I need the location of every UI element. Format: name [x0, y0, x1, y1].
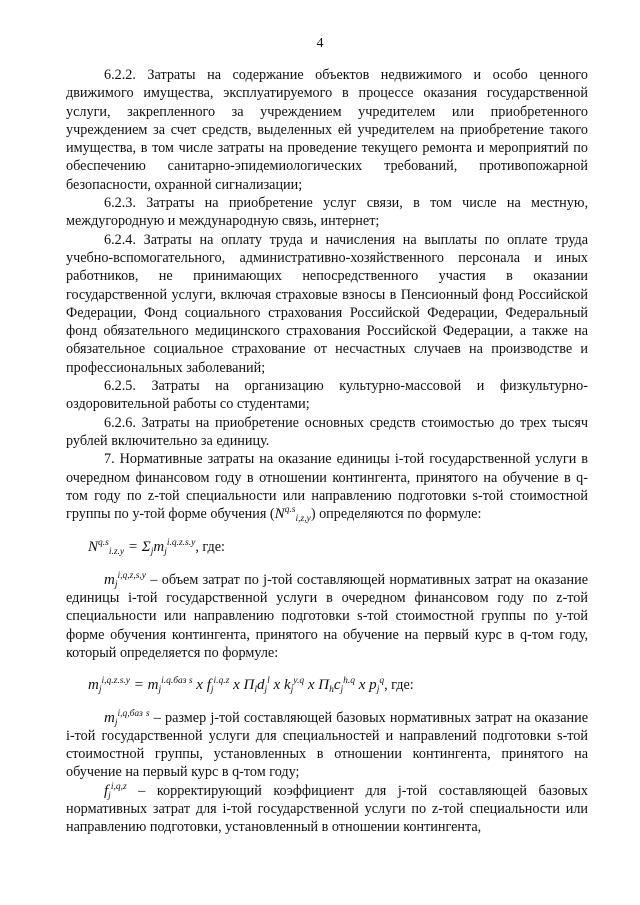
paragraph-6-2-5: 6.2.5. Затраты на организацию культурно-массовой и физкультурно-оздоровительной работы со студентами;	[66, 378, 588, 413]
formula-2-tail: , где:	[384, 677, 414, 694]
definition-m-text: – объем затрат по j-той составляющей нормативных затрат на оказание единицы i-той государственной услуги в очередном финансовом году по z-той специальности или направлению подготовки s-той стоимостной группы по y-той форме обучения контингента, принятого на обучение на первый курс в q-том году, который определяется по формуле:	[66, 571, 588, 661]
paragraph-6-2-6: 6.2.6. Затраты на приобретение основных средств стоимостью до трех тысяч рублей включительно за единицу.	[66, 414, 588, 449]
inline-formula-n: $N^{q.s}_{i,z,y}$	[274, 505, 311, 525]
definition-base: $m_j^{i,q,баз s}$ – размер j-той составляющей базовых нормативных затрат на оказание i-той государственной услуги для специальностей и направлений подготовки s-той стоимостной группы, установленных в отношении контингента, принятого на обучение на первый курс в q-том году;	[66, 708, 588, 781]
definition-m: $m_j^{i,q,z,s,y}$ – объем затрат по j-той составляющей нормативных затрат на оказание единицы i-той государственной услуги в очередном финансовом году по z-той специальности или направлению подготовки s-той стоимостной группы по y-той форме обучения контингента, принятого на обучение на первый курс в q-том году, который определяется по формуле:	[66, 570, 588, 661]
page-number: 4	[316, 36, 324, 51]
definition-base-text: – размер j-той составляющей базовых нормативных затрат на оказание i-той государственной услуги для специальностей и направлений подготовки s-той стоимостной группы, установленных в отношении контингента, принятого на обучение на первый курс в q-том году;	[66, 709, 588, 781]
document-body	[66, 66, 588, 837]
paragraph-6-2-4: 6.2.4. Затраты на оплату труда и начисления на выплаты по оплате труда учебно-вспомогательного, административно-хозяйственного персонала и иных работников, не принимающих непосредственного участия в оказании государственной услуги, включая страховые взносы в Пенсионный фонд Российской Федерации, Фонд социального страхования Российской Федерации, Федеральный фонд обязательного медицинского страхования Российской Федерации, а также на обязательное социальное страхование от несчастных случаев на производстве и профессиональных заболеваний;	[66, 231, 588, 376]
paragraph-7-tail: ) определяются по формуле:	[310, 506, 482, 523]
paragraph-7-text: 7. Нормативные затраты на оказание единицы i-той государственной услуги в очередном финансовом году в отношении контингента, принятого на обучение в q-том году по z-той специальности или направлению подготовки s-той стоимостной группы по y-той форме обучения (	[66, 451, 588, 523]
formula-1-tail: , где:	[195, 539, 225, 556]
paragraph-7	[66, 450, 588, 523]
paragraph-6-2-2: 6.2.2. Затраты на содержание объектов недвижимого и особо ценного движимого имущества, эксплуатируемого в процессе оказания государственной услуги, закрепленного за учреждением учредителем или приобретенного учреждением за счет средств, выделенных ей учредителем на приобретение такого имущества, в том числе затраты на проведение текущего ремонта и мероприятий по обеспечению санитарно-эпидемиологических требований, противопожарной безопасности, охранной сигнализации;	[66, 67, 588, 193]
formula-1: $N^{q.s}_{i.z.y} = \Sigma_jm_j^{i.q.z.s.y}$, где:	[88, 538, 225, 558]
definition-f-text: – корректирующий коэффициент для j-той составляющей базовых нормативных затрат для i-той государственной услуги по z-той специальности или направлению подготовки, установленный в отношении контингента,	[66, 782, 588, 836]
definition-f: $f_j^{i,q,z}$ – корректирующий коэффициент для j-той составляющей базовых нормативных затрат для i-той государственной услуги по z-той специальности или направлению подготовки, установленный в отношении контингента,	[66, 781, 588, 836]
paragraph-6-2-3: 6.2.3. Затраты на приобретение услуг связи, в том числе на местную, междугородную и международную связь, интернет;	[66, 195, 588, 230]
formula-2: $m_j^{i,q.z.s.y} = m_j^{i.q.баз s}$ x $f_j^{i.q.z}$ x $\Pi_ld_j^l$ x $k_j^{y.q}$ x $\Pi_hc_j^{h.q}$ x $p_j^q$, где:	[88, 676, 414, 696]
